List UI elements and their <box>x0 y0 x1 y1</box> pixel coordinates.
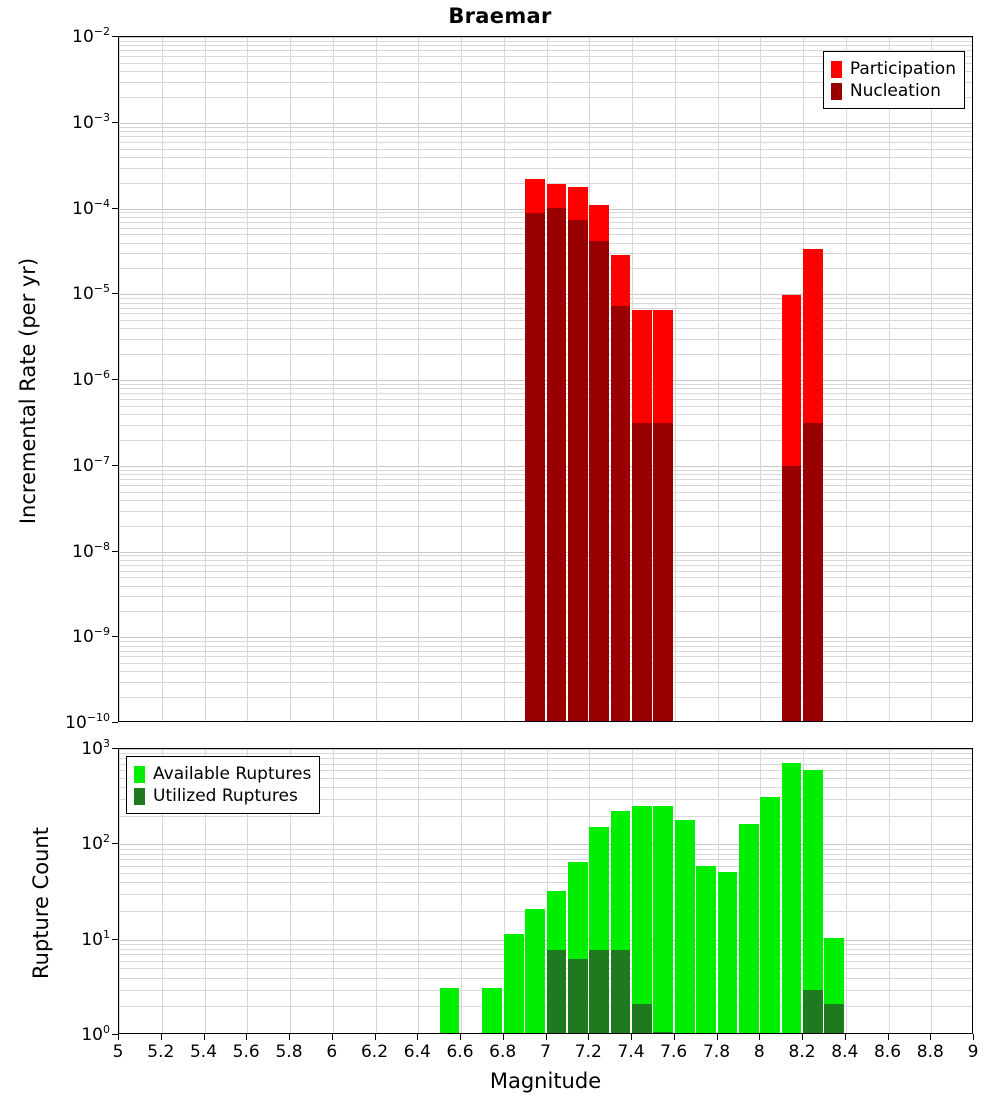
y-tick-label: $10^{-2}$ <box>72 25 110 47</box>
gridline <box>119 37 120 721</box>
legend-item-nucleation <box>831 80 956 102</box>
top-plot-area <box>119 37 972 721</box>
bar-utilized-ruptures <box>803 990 823 1033</box>
x-tick-mark <box>759 1034 760 1040</box>
bar-nucleation <box>525 213 545 721</box>
y-tick-label: $10^0$ <box>81 1023 110 1045</box>
bar-nucleation <box>589 241 609 721</box>
participation-swatch-icon <box>831 61 842 78</box>
x-tick-label: 6 <box>326 1042 338 1062</box>
bar-nucleation <box>653 423 673 721</box>
y-tick-mark <box>112 379 118 380</box>
x-tick-label: 8 <box>753 1042 765 1062</box>
legend-label: Utilized Ruptures <box>153 786 298 806</box>
y-tick-mark <box>112 722 118 723</box>
x-tick-mark <box>375 1034 376 1040</box>
gridline <box>461 37 462 721</box>
gridline <box>760 37 761 721</box>
gridline <box>931 37 932 721</box>
bar-available-ruptures <box>675 820 695 1033</box>
legend-item-participation <box>831 58 956 80</box>
bar-available-ruptures <box>760 797 780 1033</box>
incremental-rate-chart <box>118 36 973 722</box>
gridline <box>247 37 248 721</box>
y-tick-label: $10^3$ <box>81 737 110 759</box>
x-tick-label: 6.8 <box>489 1042 517 1062</box>
legend-item-utilized-ruptures <box>134 785 311 807</box>
y-tick-label: $10^{-4}$ <box>72 196 110 219</box>
gridline <box>376 37 377 721</box>
y-tick-mark <box>112 36 118 37</box>
x-tick-label: 9 <box>967 1042 979 1062</box>
gridline <box>376 749 377 1033</box>
y-tick-label: $10^{-3}$ <box>72 110 110 133</box>
gridline <box>119 749 120 1033</box>
x-tick-label: 6.6 <box>446 1042 474 1062</box>
bar-utilized-ruptures <box>547 950 567 1033</box>
x-tick-mark <box>973 1034 974 1040</box>
y-tick-label: $10^2$ <box>81 832 110 855</box>
gridline <box>162 37 163 721</box>
bottom-legend <box>126 756 320 814</box>
gridline <box>461 749 462 1033</box>
x-tick-label: 8.4 <box>831 1042 859 1062</box>
y-tick-mark <box>112 636 118 637</box>
y-tick-mark <box>112 208 118 209</box>
y-tick-label: $10^{-5}$ <box>72 282 110 305</box>
x-tick-label: 5 <box>112 1042 124 1062</box>
x-tick-mark <box>845 1034 846 1040</box>
bar-available-ruptures <box>482 988 502 1034</box>
x-tick-label: 8.2 <box>788 1042 816 1062</box>
bar-available-ruptures <box>739 824 759 1033</box>
x-tick-mark <box>246 1034 247 1040</box>
y-tick-label: $10^{-9}$ <box>72 625 110 648</box>
gridline <box>718 37 719 721</box>
top-y-axis-label: Incremental Rate (per yr) <box>16 257 40 525</box>
bar-utilized-ruptures <box>824 1004 844 1033</box>
bottom-y-axis-label: Rupture Count <box>29 827 53 979</box>
bar-nucleation <box>782 466 802 721</box>
legend-label: Nucleation <box>849 81 941 101</box>
bar-available-ruptures <box>525 909 545 1033</box>
gridline <box>290 37 291 721</box>
bar-available-ruptures <box>782 763 802 1033</box>
nucleation-swatch-icon <box>831 83 842 100</box>
bar-available-ruptures <box>696 866 716 1033</box>
gridline <box>675 37 676 721</box>
x-tick-label: 5.6 <box>232 1042 260 1062</box>
gridline <box>504 37 505 721</box>
bar-available-ruptures <box>632 806 652 1033</box>
gridline <box>333 37 334 721</box>
x-axis-label: Magnitude <box>489 1069 602 1093</box>
bar-nucleation <box>803 423 823 721</box>
y-tick-mark <box>112 122 118 123</box>
x-tick-mark <box>631 1034 632 1040</box>
gridline <box>931 749 932 1033</box>
y-tick-mark <box>112 939 118 940</box>
rupture-count-chart <box>118 748 973 1034</box>
bar-nucleation <box>547 208 567 721</box>
x-tick-mark <box>289 1034 290 1040</box>
x-tick-mark <box>204 1034 205 1040</box>
x-tick-label: 5.8 <box>275 1042 303 1062</box>
bar-available-ruptures <box>440 988 460 1034</box>
bar-nucleation <box>611 306 631 722</box>
y-tick-mark <box>112 293 118 294</box>
gridline <box>205 37 206 721</box>
x-tick-label: 8.8 <box>916 1042 944 1062</box>
bar-utilized-ruptures <box>653 1032 673 1033</box>
x-tick-mark <box>503 1034 504 1040</box>
bar-utilized-ruptures <box>589 950 609 1033</box>
x-tick-mark <box>417 1034 418 1040</box>
y-tick-mark <box>112 748 118 749</box>
gridline <box>889 37 890 721</box>
x-tick-label: 5.2 <box>147 1042 175 1062</box>
bar-nucleation <box>568 220 588 721</box>
x-tick-label: 7.2 <box>574 1042 602 1062</box>
x-tick-label: 7.4 <box>617 1042 645 1062</box>
top-legend <box>823 51 965 109</box>
x-tick-mark <box>118 1034 119 1040</box>
legend-label: Available Ruptures <box>153 764 312 784</box>
x-tick-label: 6.2 <box>360 1042 389 1062</box>
utilized-ruptures-swatch-icon <box>134 788 145 805</box>
y-tick-label: $10^{-7}$ <box>72 453 110 476</box>
bar-available-ruptures <box>718 872 738 1033</box>
x-tick-mark <box>674 1034 675 1040</box>
x-tick-mark <box>802 1034 803 1040</box>
x-tick-label: 7.8 <box>702 1042 731 1062</box>
gridline <box>418 749 419 1033</box>
bar-available-ruptures <box>504 934 524 1033</box>
x-tick-label: 7.6 <box>660 1042 688 1062</box>
x-tick-mark <box>930 1034 931 1040</box>
y-tick-mark <box>112 465 118 466</box>
page-title: Braemar <box>448 4 552 28</box>
bar-utilized-ruptures <box>568 959 588 1033</box>
x-tick-mark <box>888 1034 889 1040</box>
legend-item-available-ruptures <box>134 763 311 785</box>
bar-available-ruptures <box>653 806 673 1033</box>
y-tick-label: $10^1$ <box>81 927 110 950</box>
x-tick-mark <box>332 1034 333 1040</box>
x-tick-mark <box>717 1034 718 1040</box>
gridline <box>418 37 419 721</box>
y-tick-label: $10^{-8}$ <box>72 539 110 562</box>
x-tick-mark <box>588 1034 589 1040</box>
x-tick-mark <box>460 1034 461 1040</box>
available-ruptures-swatch-icon <box>134 766 145 783</box>
x-tick-label: 6.4 <box>403 1042 431 1062</box>
bar-nucleation <box>632 423 652 721</box>
y-tick-mark <box>112 843 118 844</box>
gridline <box>889 749 890 1033</box>
gridline <box>846 37 847 721</box>
x-tick-mark <box>546 1034 547 1040</box>
bar-utilized-ruptures <box>632 1004 652 1033</box>
x-tick-label: 5.4 <box>189 1042 218 1062</box>
legend-label: Participation <box>849 59 956 79</box>
bar-utilized-ruptures <box>611 950 631 1033</box>
y-tick-label: $10^{-6}$ <box>72 368 110 390</box>
x-tick-label: 7 <box>540 1042 551 1062</box>
y-tick-label: $10^{-10}$ <box>65 711 110 733</box>
x-tick-label: 8.6 <box>873 1042 902 1062</box>
gridline <box>846 749 847 1033</box>
x-tick-mark <box>161 1034 162 1040</box>
y-tick-mark <box>112 551 118 552</box>
gridline <box>333 749 334 1033</box>
